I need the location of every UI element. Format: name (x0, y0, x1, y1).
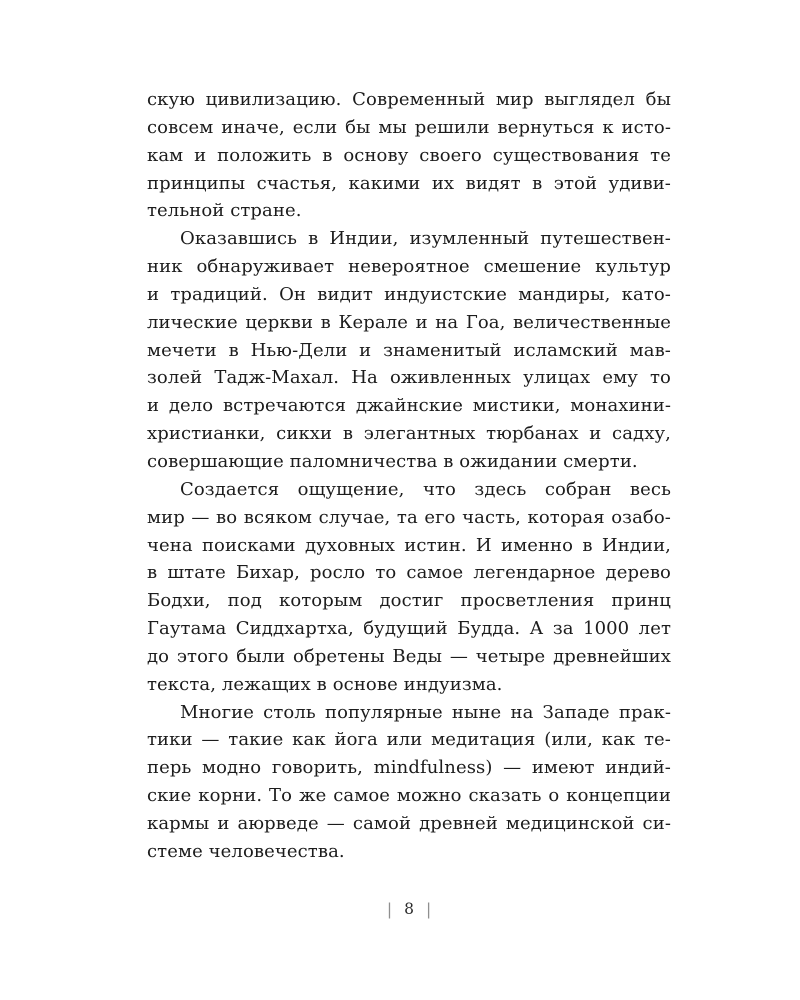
text-line: совсем иначе, если бы мы решили вернуться к исто- (147, 116, 671, 138)
text-line: тельной стране. (147, 200, 302, 222)
text-line: скую цивилизацию. Современный мир выглядел бы (147, 89, 671, 110)
text-line: принципы счастья, какими их видят в этой удиви- (147, 172, 671, 194)
text-line: мечети в Нью-Дели и знаменитый исламский мав- (147, 339, 671, 361)
text-line: стеме человечества. (147, 840, 345, 862)
text-line: до этого были обретены Веды — четыре древнейших (147, 645, 671, 667)
text-line: перь модно говорить, mindfulness) — имеют индий- (147, 757, 671, 779)
paragraph (147, 86, 671, 225)
text-line: христианки, сикхи в элегантных тюрбанах и садху, (147, 423, 671, 445)
page-text (147, 86, 671, 866)
page-footer (147, 898, 671, 920)
paragraph (147, 699, 671, 866)
text-line: лические церкви в Керале и на Гоа, величественные (147, 311, 671, 333)
text-line: Многие столь популярные ныне на Западе прак- (180, 701, 671, 723)
text-line: и традиций. Он видит индуистские мандиры, като- (147, 283, 671, 305)
text-line: и дело встречаются джайнские мистики, монахини- (147, 395, 671, 417)
text-line: чена поисками духовных истин. И именно в Индии, (147, 534, 671, 556)
text-line: тики — такие как йога или медитация (или, как те- (147, 729, 671, 751)
text-line: Гаутама Сиддхартха, будущий Будда. А за 1000 лет (147, 618, 671, 640)
page-number: 8 (404, 900, 414, 918)
text-line: мир — во всяком случае, та его часть, которая озабо- (147, 506, 671, 528)
paragraph (147, 476, 671, 699)
text-line: кам и положить в основу своего существования те (147, 144, 671, 166)
footer-left-bar: | (386, 899, 393, 919)
text-line: текста, лежащих в основе индуизма. (147, 673, 503, 695)
text-line: Создается ощущение, что здесь собран весь (180, 478, 671, 500)
footer-right-bar: | (425, 899, 432, 919)
text-line: Бодхи, под которым достиг просветления принц (147, 590, 671, 612)
text-line: золей Тадж-Махал. На оживленных улицах ему то (147, 367, 671, 389)
text-line: кармы и аюрведе — самой древней медицинской си- (147, 812, 671, 834)
text-line: ник обнаруживает невероятное смешение культур (147, 256, 671, 278)
paragraph (147, 225, 671, 476)
text-line: Оказавшись в Индии, изумленный путешествен- (180, 228, 671, 250)
text-line: совершающие паломничества в ожидании смерти. (147, 450, 638, 472)
text-line: ские корни. То же самое можно сказать о концепции (147, 785, 671, 807)
text-line: в штате Бихар, росло то самое легендарное дерево (147, 562, 671, 584)
